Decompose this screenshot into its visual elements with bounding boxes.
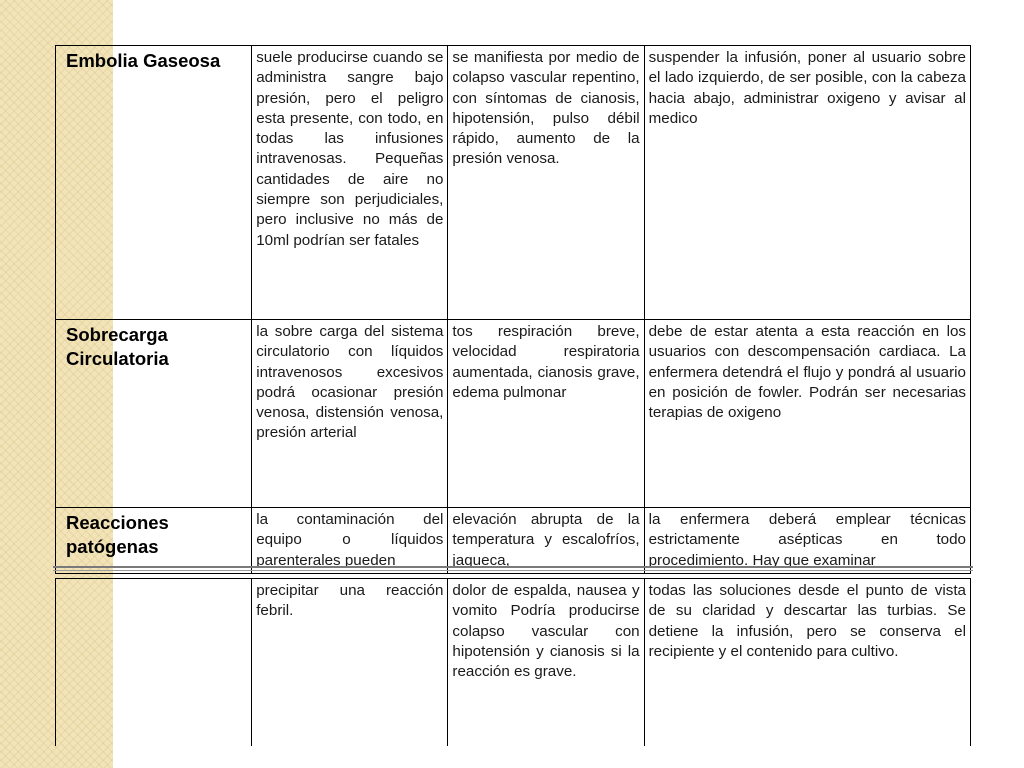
cell-cause: la contaminación del equipo o líquidos parenterales pueden bbox=[252, 508, 448, 574]
table-row bbox=[56, 320, 971, 508]
cut-off-text-fragment: · · · · · bbox=[470, 41, 493, 50]
row-label-empty bbox=[56, 579, 252, 747]
table-row bbox=[56, 508, 971, 574]
row-label-embolia: Embolia Gaseosa bbox=[56, 46, 252, 320]
cell-treatment: suspender la infusión, poner al usuario sobre el lado izquierdo, de ser posible, con la cabeza hacia abajo, administrar oxigeno y avisar al medico bbox=[644, 46, 970, 320]
cell-cause: suele producirse cuando se administra sangre bajo presión, pero el peligro esta presente, con todo, en todas las infusiones intravenosas. Pequeñas cantidades de aire no siempre son perjudiciales, pero inclusive no más de 10ml podrían ser fatales bbox=[252, 46, 448, 320]
cell-symptoms: se manifiesta por medio de colapso vascular repentino, con síntomas de cianosis, hipotensión, pulso débil rápido, aumento de la presión venosa. bbox=[448, 46, 644, 320]
row-label-sobrecarga: Sobrecarga Circulatoria bbox=[56, 320, 252, 508]
cell-symptoms: elevación abrupta de la temperatura y escalofríos, jaqueca, bbox=[448, 508, 644, 574]
complications-table bbox=[55, 41, 971, 574]
cell-cause: la sobre carga del sistema circulatorio con líquidos intravenosos excesivos podrá ocasionar presión venosa, distensión venosa, presión arterial bbox=[252, 320, 448, 508]
cell-symptoms: dolor de espalda, nausea y vomito Podría producirse colapso vascular con hipotensión y cianosis si la reacción es grave. bbox=[448, 579, 644, 747]
cell-cause: precipitar una reacción febril. bbox=[252, 579, 448, 747]
complications-table-continued bbox=[55, 578, 971, 746]
cell-symptoms: tos respiración breve, velocidad respiratoria aumentada, cianosis grave, edema pulmonar bbox=[448, 320, 644, 508]
table-row bbox=[56, 579, 971, 747]
cell-treatment: la enfermera deberá emplear técnicas estrictamente asépticas en todo procedimiento. Hay que examinar bbox=[644, 508, 970, 574]
row-label-reacciones: Reacciones patógenas bbox=[56, 508, 252, 574]
cell-treatment: debe de estar atenta a esta reacción en los usuarios con descompensación cardiaca. La enfermera detendrá el flujo y pondrá al usuario en posición de fowler. Podrán ser necesarias terapias de oxigeno bbox=[644, 320, 970, 508]
table-row bbox=[56, 46, 971, 320]
cell-treatment: todas las soluciones desde el punto de vista de su claridad y descartar las turbias. Se detiene la infusión, pero se conserva el recipiente y el contenido para cultivo. bbox=[644, 579, 970, 747]
page-break-divider-thin bbox=[53, 570, 973, 571]
page-break-divider bbox=[53, 566, 973, 568]
